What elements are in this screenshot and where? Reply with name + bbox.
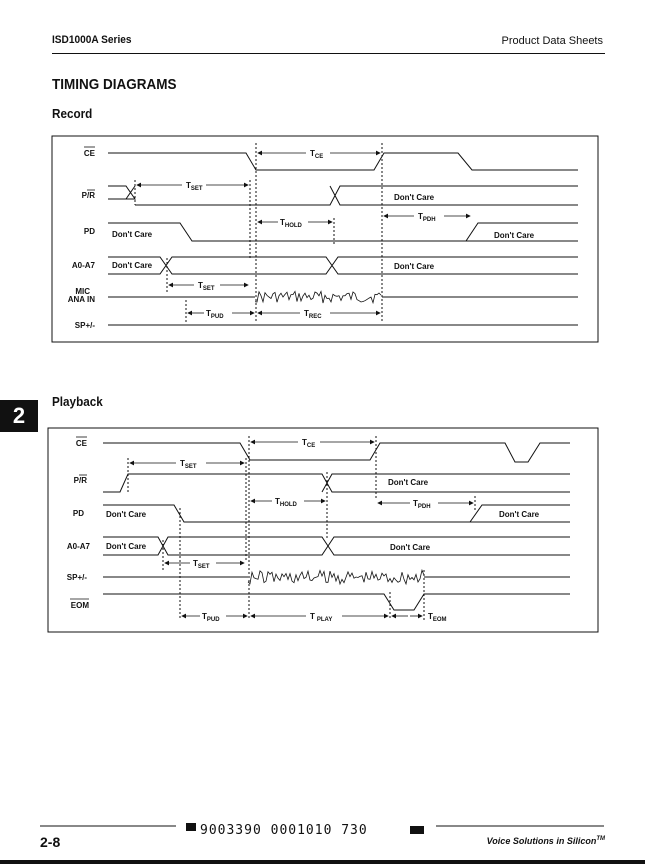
pb-tset2: $T_{SET}$: [193, 559, 210, 570]
rec-tpud: $T_{PUD}$: [206, 309, 224, 320]
rec-sig-anain: ANA IN: [67, 295, 95, 304]
pb-dc-a2: Don't Care: [390, 543, 431, 552]
rec-dc-pr: Don't Care: [394, 193, 435, 202]
rec-tpdh: $T_{PDH}$: [418, 212, 436, 223]
pb-thold: $T_{HOLD}$: [275, 497, 297, 508]
pb-sig-pd: PD: [72, 509, 84, 518]
page-title: TIMING DIAGRAMS: [52, 76, 177, 93]
rec-dc-a2: Don't Care: [394, 262, 435, 271]
pb-teom: $T_{EOM}$: [428, 612, 447, 623]
section-tab: 2: [0, 400, 38, 432]
rec-sig-pr: P/R: [81, 191, 95, 200]
pb-dc-a1: Don't Care: [106, 542, 147, 551]
pb-dc-pr: Don't Care: [388, 478, 429, 487]
pb-sig-pr: P/R: [73, 476, 87, 485]
pb-sig-ce: CE: [75, 439, 87, 448]
pb-tpdh: $T_{PDH}$: [413, 499, 431, 510]
rec-tce: $T_{CE}$: [310, 149, 324, 160]
pb-dc-pd1: Don't Care: [106, 510, 147, 519]
pb-tce: $T_{CE}$: [302, 438, 316, 449]
rec-sig-mic: MIC: [75, 287, 90, 296]
playback-box: [48, 428, 598, 632]
pb-tpud: $T_{PUD}$: [202, 612, 220, 623]
pb-sig-eom: EOM: [70, 601, 89, 610]
rec-tset2: $T_{SET}$: [198, 281, 215, 292]
footer-tagline: Voice Solutions in Silicon™: [486, 836, 605, 846]
pb-dc-pd2: Don't Care: [499, 510, 540, 519]
rec-sig-ce: CE: [83, 149, 95, 158]
pb-sig-addr: A0-A7: [66, 542, 90, 551]
rec-sig-pd: PD: [83, 227, 95, 236]
rec-dc-a1: Don't Care: [112, 261, 153, 270]
header-series: ISD1000A Series: [52, 34, 132, 46]
record-heading: Record: [52, 106, 93, 121]
rec-trec: $T_{REC}$: [304, 309, 322, 320]
page-number: 2-8: [40, 834, 61, 850]
playback-audio-waveform: [248, 570, 424, 584]
rec-sig-addr: A0-A7: [71, 261, 95, 270]
playback-heading: Playback: [52, 394, 103, 409]
footer-bar: [0, 860, 645, 864]
record-audio-waveform: [255, 291, 381, 303]
rec-tset: $T_{SET}$: [186, 181, 203, 192]
pb-tset: $T_{SET}$: [180, 459, 197, 470]
pb-tplay: T $_{PLAY}$: [310, 612, 333, 623]
header-right: Product Data Sheets: [501, 35, 603, 47]
rec-sig-sp: SP+/-: [74, 321, 95, 330]
pb-sig-sp: SP+/-: [66, 573, 87, 582]
footer-barcode-text: 9003390 0001010 730: [200, 823, 368, 838]
rec-dc-pd1: Don't Care: [112, 230, 153, 239]
rec-dc-pd2: Don't Care: [494, 231, 535, 240]
rec-thold: $T_{HOLD}$: [280, 218, 302, 229]
